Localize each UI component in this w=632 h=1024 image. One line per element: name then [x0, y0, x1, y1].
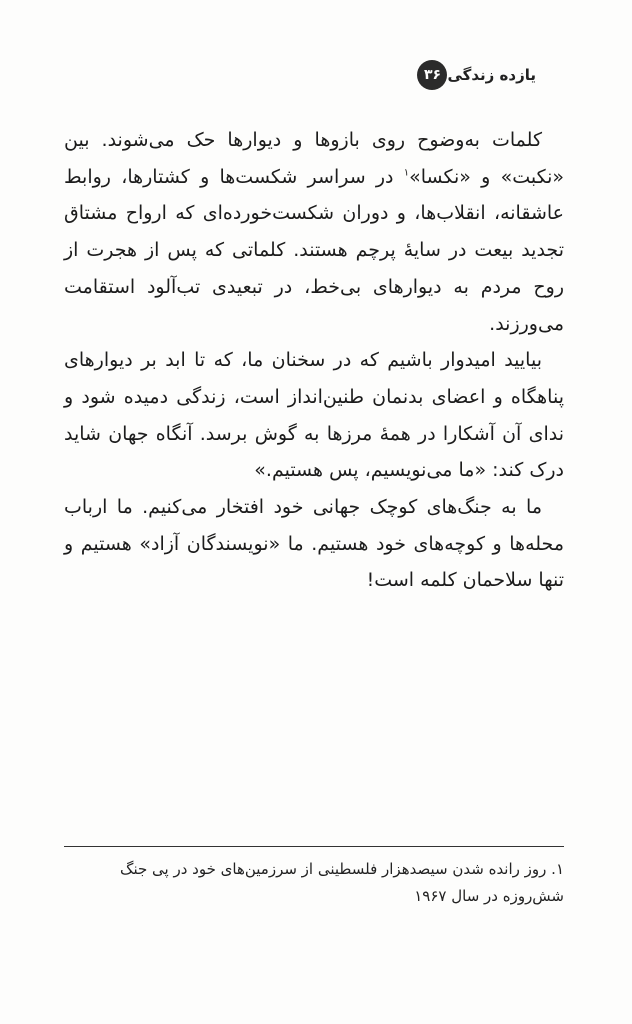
- paragraph-1-part-b: در سراسر شکست‌ها و کشتارها، روابط عاشقانه، انقلاب‌ها، و دوران شکست‌خورده‌ای که ارواح مشتاق تجدید بیعت در سایهٔ پرچم هستند. کلماتی که پس از هجرت از روح مردم به دیوارهای بی‌خط، در تبعیدی تب‌آلود استقامت می‌ورزند.: [64, 165, 564, 335]
- paragraph-3: ما به جنگ‌های کوچک جهانی خود افتخار می‌کنیم. ما ارباب محله‌ها و کوچه‌های خود هستیم. ما «نویسندگان آزاد» هستیم و تنها سلاحمان کلمه است!: [64, 496, 564, 592]
- paragraph-1: [64, 122, 564, 342]
- page-number-badge: ۳۶: [417, 60, 447, 90]
- footnote-reference: ۱: [403, 167, 410, 179]
- body-text: [64, 122, 564, 599]
- footnote: [64, 856, 564, 910]
- footnote-divider: [64, 846, 564, 847]
- footnote-text: ۱. روز رانده شدن سیصدهزار فلسطینی از سرزمین‌های خود در پی جنگ شش‌روزه در سال ۱۹۶۷: [120, 860, 564, 905]
- running-title: یازده زندگی: [447, 66, 536, 84]
- paragraph-2: بیایید امیدوار باشیم که در سخنان ما، که تا ابد بر دیوارهای پناهگاه و اعضای بدنمان طنین‌انداز است، زندگی دمیده شود و ندای آن آشکارا در همهٔ مرزها به گوش برسد. آنگاه جهان شاید درک کند: «ما می‌نویسیم، پس هستیم.»: [64, 349, 564, 482]
- page-header: [409, 58, 536, 92]
- paragraph-1-part-a: کلمات به‌وضوح روی بازوها و دیوارها حک می‌شوند. بین «نکبت» و «نکسا»: [64, 129, 564, 188]
